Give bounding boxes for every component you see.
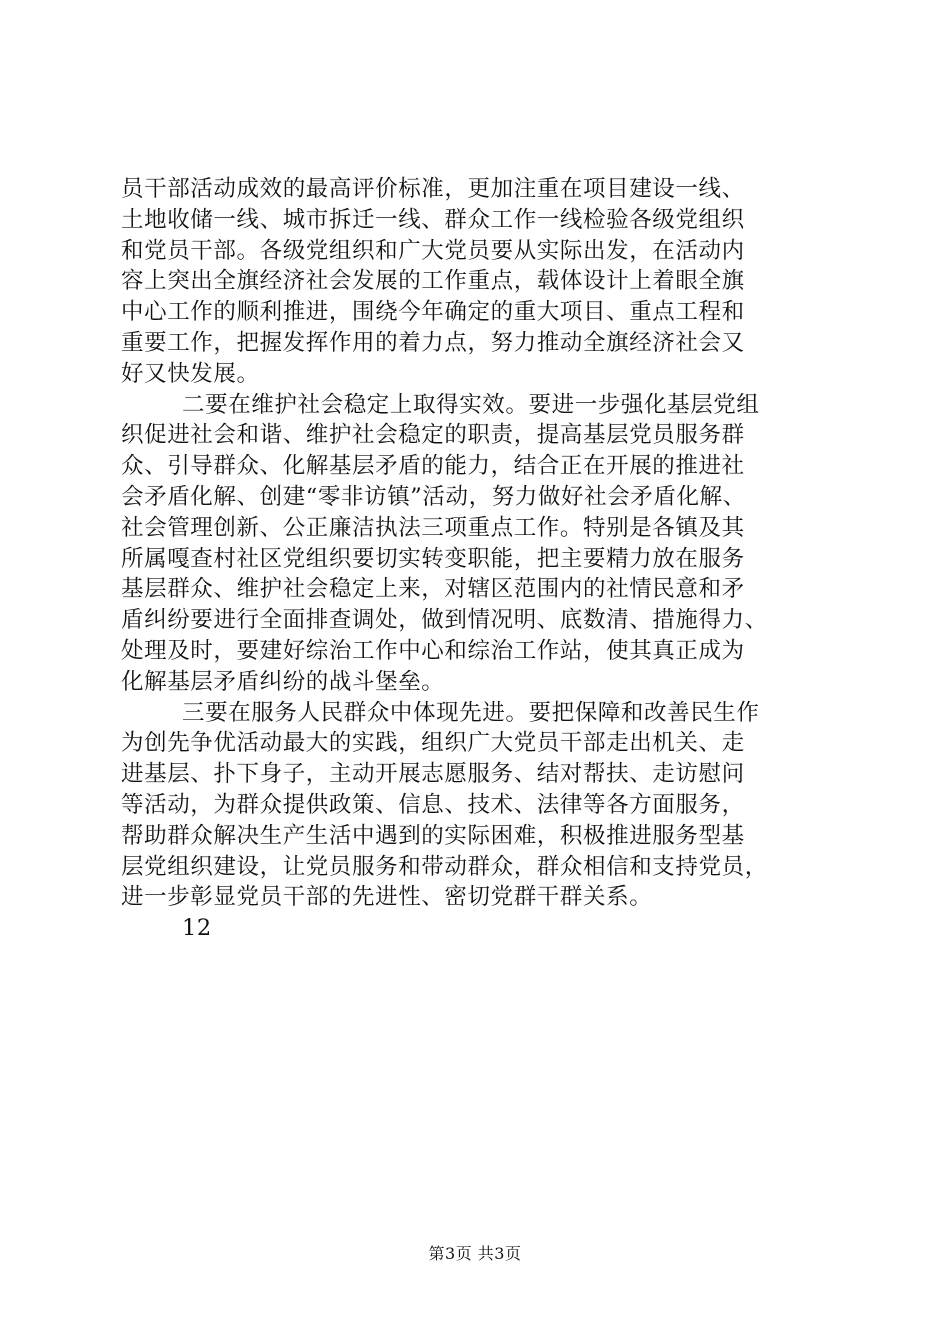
text-line: 帮助群众解决生产生活中遇到的实际困难，积极推进服务型基 bbox=[121, 822, 745, 849]
paragraph-start-line: 二要在维护社会稳定上取得实效。要进一步强化基层党组 bbox=[182, 391, 760, 418]
text-line: 众、引导群众、化解基层矛盾的能力，结合正在开展的推进社 bbox=[121, 453, 745, 480]
text-line: 基层群众、维护社会稳定上来，对辖区范围内的社情民意和矛 bbox=[121, 576, 745, 603]
text-line: 和党员干部。各级党组织和广大党员要从实际出发，在活动内 bbox=[121, 237, 745, 264]
text-line: 等活动，为群众提供政策、信息、技术、法律等各方面服务， bbox=[121, 791, 745, 818]
text-line: 社会管理创新、公正廉洁执法三项重点工作。特别是各镇及其 bbox=[121, 514, 745, 541]
text-line: 为创先争优活动最大的实践，组织广大党员干部走出机关、走 bbox=[121, 730, 745, 757]
text-line: 会矛盾化解、创建“零非访镇”活动，努力做好社会矛盾化解、 bbox=[121, 483, 746, 510]
text-line: 处理及时，要建好综治工作中心和综治工作站，使其真正成为 bbox=[121, 637, 745, 664]
text-line: 中心工作的顺利推进，围绕今年确定的重大项目、重点工程和 bbox=[121, 299, 745, 326]
page-footer: 第3页 共3页 bbox=[428, 1244, 522, 1263]
text-line: 进一步彰显党员干部的先进性、密切党群干群关系。 bbox=[121, 884, 653, 911]
trailing-number-line: 12 bbox=[182, 915, 212, 942]
text-line: 好又快发展。 bbox=[121, 360, 260, 387]
text-line: 化解基层矛盾纠纷的战斗堡垒。 bbox=[121, 668, 445, 695]
paragraph-start-line: 三要在服务人民群众中体现先进。要把保障和改善民生作 bbox=[182, 699, 760, 726]
text-line: 土地收储一线、城市拆迁一线、群众工作一线检验各级党组织 bbox=[121, 206, 745, 233]
text-line: 容上突出全旗经济社会发展的工作重点，载体设计上着眼全旗 bbox=[121, 268, 745, 295]
text-line: 所属嘎查村社区党组织要切实转变职能，把主要精力放在服务 bbox=[121, 545, 745, 572]
text-line: 员干部活动成效的最高评价标准，更加注重在项目建设一线、 bbox=[121, 176, 745, 202]
document-body bbox=[121, 174, 833, 944]
text-line: 层党组织建设，让党员服务和带动群众，群众相信和支持党员， bbox=[121, 853, 768, 880]
text-line: 重要工作，把握发挥作用的着力点，努力推动全旗经济社会又 bbox=[121, 329, 745, 356]
text-line: 盾纠纷要进行全面排查调处，做到情况明、底数清、措施得力、 bbox=[121, 607, 768, 634]
text-line: 进基层、扑下身子，主动开展志愿服务、结对帮扶、走访慰问 bbox=[121, 761, 745, 788]
text-line: 织促进社会和谐、维护社会稳定的职责，提高基层党员服务群 bbox=[121, 422, 745, 449]
